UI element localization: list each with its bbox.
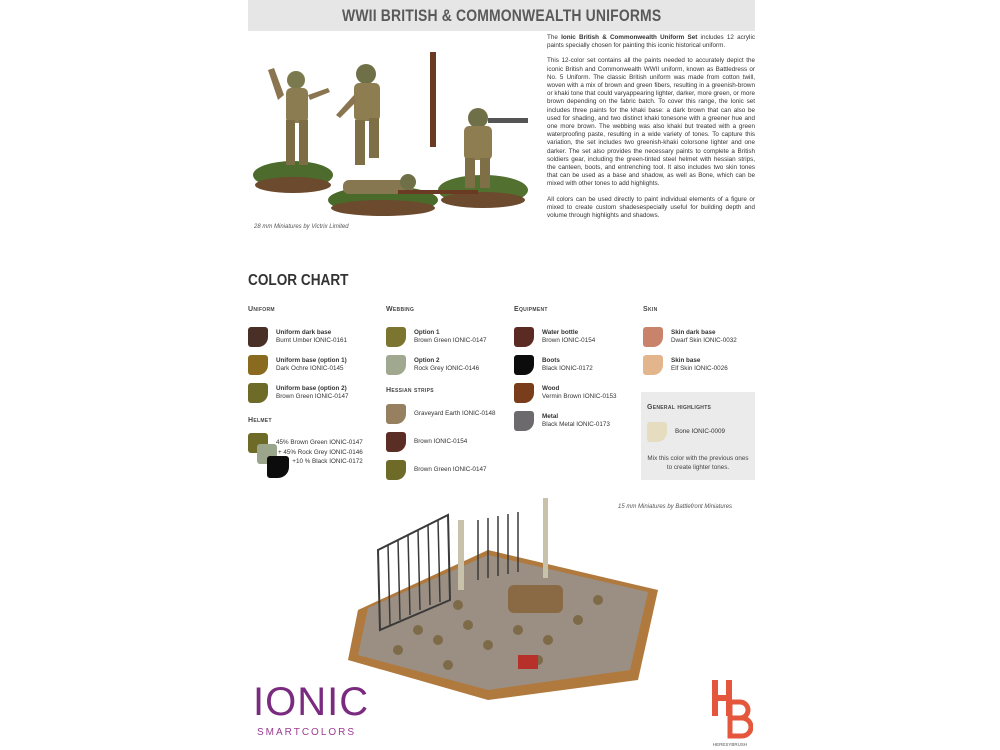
ionic-logo <box>253 680 383 740</box>
color-swatch <box>386 432 406 452</box>
hero-caption: 28 mm Miniatures by Victrix Limited <box>254 224 349 230</box>
swatch-name: Boots <box>542 357 560 364</box>
intro-paragraph: The Ionic British & Commonwealth Uniform Set includes 12 acrylic paints specially chosen for painting this iconic historical uniform. <box>547 34 755 50</box>
diorama-caption: 15 mm Miniatures by Battlefront Miniatures <box>618 504 733 510</box>
color-chart-title: COLOR CHART <box>248 272 349 289</box>
highlights-note-line: to create lighter tones. <box>666 464 730 471</box>
swatch-paint: Vermin Brown IONIC-0153 <box>542 393 617 400</box>
helmet-line: +10 % Black IONIC-0172 <box>292 458 363 465</box>
swatch-row <box>248 351 378 379</box>
highlights-heading: General highlights <box>647 404 712 411</box>
color-swatch <box>514 383 534 403</box>
helmet-mix-recipe <box>276 438 363 467</box>
ionic-logo-word: IONIC <box>253 680 370 724</box>
color-swatch <box>643 355 663 375</box>
swatch-row <box>248 323 378 351</box>
swatch-paint: Brown Green IONIC-0147 <box>414 466 487 473</box>
swatch-row <box>643 351 755 379</box>
color-swatch <box>647 422 667 442</box>
description <box>547 34 755 227</box>
page-title: WWII BRITISH & COMMONWEALTH UNIFORMS <box>341 5 662 25</box>
heresybrush-logo-text: HERESYBRUSH <box>712 742 748 747</box>
swatch-row <box>386 456 511 484</box>
description-paragraph: This 12-color set contains all the paints needed to accurately depict the iconic British and Commonwealth WWII uniform, known as Battledress or No. 5 Uniform. The classic British uniform was made from cotton twill, woven with a mix of brown and green fibers, resulting in a greenish-brown or khaki tone that could varyappearing lighter, darker, more green, or more brown depending on the fabric batch. To cover this range, the Ionic set includes three paints for the khaki base: a dark brown that can also be used for shading, and two distinct khaki tonesone with a greener hue and one more brown. The webbing was also khaki but treated with a green waterproofing paste, resulting in a wide variety of tones. To capture this variation, the set includes two greenish-khaki colorsone lighter and one darker. The set also provides the necessary paints to complete a British soldiers gear, including the green-tinted steel helmet with hessian strips, the canteen, boots, and entrenching tool. It also includes two skin tones that can be used as a base and shadow, as well as Bone, which can be mixed with other tones to add highlights. <box>547 57 755 188</box>
swatch-row <box>643 323 755 351</box>
swatch-paint: Brown IONIC-0154 <box>542 337 596 344</box>
highlights-note <box>641 454 755 472</box>
ionic-logo-subtitle: SMARTCOLORS <box>257 727 357 738</box>
helmet-heading: Helmet <box>248 417 272 424</box>
color-swatch <box>643 327 663 347</box>
equipment-section <box>514 306 639 435</box>
color-swatch <box>386 404 406 424</box>
swatch-row <box>514 407 639 435</box>
swatch-row <box>514 379 639 407</box>
skin-section <box>643 306 755 379</box>
swatch-row <box>386 400 511 428</box>
webbing-section <box>386 306 511 484</box>
usage-paragraph: All colors can be used directly to paint individual elements of a figure or mixed to create custom shadesespecially useful for building depth and volume through highlights and shadows. <box>547 195 755 220</box>
swatch-row <box>386 428 511 456</box>
hero-miniatures-photo <box>248 40 538 235</box>
swatch-name: Option 2 <box>414 357 440 364</box>
swatch-row <box>386 323 511 351</box>
highlights-box <box>641 392 755 480</box>
color-swatch <box>386 327 406 347</box>
swatch-row <box>386 351 511 379</box>
swatch-name: Wood <box>542 385 560 392</box>
uniform-heading: Uniform <box>248 306 275 313</box>
color-swatch <box>514 411 534 431</box>
swatch-paint: Black IONIC-0172 <box>542 365 593 372</box>
swatch-paint: Rock Grey IONIC-0146 <box>414 365 480 372</box>
swatch-paint: Dwarf Skin IONIC-0032 <box>671 337 737 344</box>
title-bar <box>248 0 755 31</box>
swatch-row <box>248 379 378 407</box>
color-swatch <box>248 383 268 403</box>
helmet-section <box>248 417 272 434</box>
color-swatch <box>386 355 406 375</box>
swatch-paint: Brown Green IONIC-0147 <box>414 337 487 344</box>
swatch-name: Uniform base (option 1) <box>276 357 347 364</box>
swatch-name: Water bottle <box>542 329 579 336</box>
highlights-note-line: Mix this color with the previous ones <box>647 455 749 462</box>
uniform-section <box>248 306 378 407</box>
catalog-page <box>248 0 755 750</box>
hessian-heading: Hessian strips <box>386 387 434 394</box>
webbing-heading: Webbing <box>386 306 415 313</box>
color-swatch <box>514 355 534 375</box>
swatch-row <box>647 422 725 442</box>
swatch-name: Uniform dark base <box>276 329 332 336</box>
swatch-row <box>514 323 639 351</box>
swatch-paint: Black Metal IONIC-0173 <box>542 421 610 428</box>
heresybrush-logo <box>708 678 753 748</box>
swatch-name: Metal <box>542 413 559 420</box>
equipment-heading: Equipment <box>514 306 548 313</box>
color-swatch <box>514 327 534 347</box>
diorama-photo <box>338 490 668 705</box>
intro-rest: includes 12 acrylic paints specially chosen for painting this iconic historical uniform. <box>547 34 755 50</box>
swatch-name: Option 1 <box>414 329 440 336</box>
skin-heading: Skin <box>643 306 658 313</box>
swatch-paint: Dark Ochre IONIC-0145 <box>276 365 344 372</box>
swatch-name: Uniform base (option 2) <box>276 385 347 392</box>
swatch-paint: Burnt Umber IONIC-0161 <box>276 337 348 344</box>
helmet-line: + 45% Rock Grey IONIC-0146 <box>277 448 363 456</box>
color-swatch <box>248 355 268 375</box>
swatch-paint: Graveyard Earth IONIC-0148 <box>414 410 496 417</box>
helmet-line: 45% Brown Green IONIC-0147 <box>276 439 363 446</box>
swatch-name: Skin base <box>671 357 701 364</box>
color-swatch <box>248 327 268 347</box>
intro-bold: Ionic British & Commonwealth Uniform Set <box>561 34 698 41</box>
swatch-paint: Elf Skin IONIC-0026 <box>671 365 728 372</box>
swatch-row <box>514 351 639 379</box>
color-swatch <box>386 460 406 480</box>
swatch-name: Skin dark base <box>671 329 716 336</box>
swatch-paint: Brown IONIC-0154 <box>414 438 468 445</box>
swatch-paint: Brown Green IONIC-0147 <box>276 393 349 400</box>
swatch-paint: Bone IONIC-0009 <box>675 428 726 435</box>
